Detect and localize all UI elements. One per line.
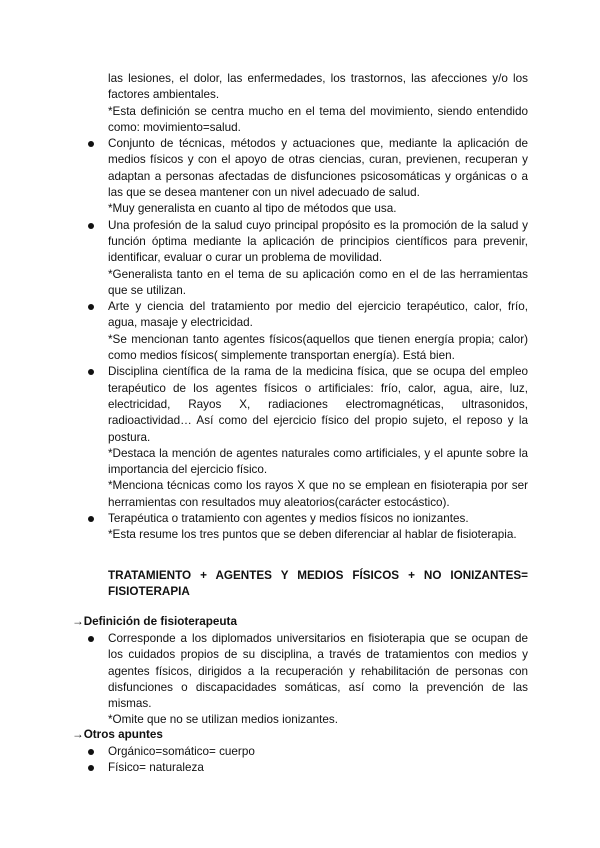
definition-note: *Menciona técnicas como los rayos X que no se emplean en fisioterapia por ser herramientas con resultados muy aleatorios(carácter estocástico). [108,479,528,509]
definition-text: Conjunto de técnicas, métodos y actuaciones que, mediante la aplicación de medios físicos y con el apoyo de otras ciencias, curan, previenen, recuperan y adaptan a personas afectadas de disfunciones psicosomáticas y orgánicas o a las que se desea mantener con un nivel adecuado de salud. [108,137,528,200]
definition-text: Una profesión de la salud cuyo principal propósito es la promoción de la salud y función óptima mediante la aplicación de principios científicos para prevenir, identificar, evaluar o curar un problema de movilidad. [108,218,528,265]
definition-item [108,218,528,299]
definition-item [108,631,528,729]
otros-section [108,744,528,777]
list-item-text: Orgánico=somático= cuerpo [108,745,255,758]
fisioterapeuta-section [108,631,528,729]
bullet-icon [88,369,94,375]
bullet-icon [88,636,94,642]
summary-formula: TRATAMIENTO + AGENTES Y MEDIOS FÍSICOS + NO IONIZANTES= FISIOTERAPIA [108,569,528,599]
bullet-icon [88,765,94,771]
list-item-text: Físico= naturaleza [108,761,204,775]
definition-note: *Generalista tanto en el tema de su aplicación como en el de las herramientas que se utilizan. [108,267,528,297]
bullet-icon [88,516,94,522]
bullet-icon [88,749,94,755]
definition-text: Terapéutica o tratamiento con agentes y medios físicos no ionizantes. [108,512,469,526]
section-heading-fisioterapeuta: →Definición de fisioterapeuta [72,615,237,628]
intro-continuation: las lesiones, el dolor, las enfermedades, los trastornos, las afecciones y/o los factores ambientales. [108,72,528,102]
list-item [108,760,528,776]
definition-item [108,299,528,364]
definition-text: Arte y ciencia del tratamiento por medio del ejercicio terapéutico, calor, frío, agua, masaje y electricidad. [108,300,528,330]
definitions-section [108,71,528,544]
bullet-icon [88,141,94,147]
intro-note: *Esta definición se centra mucho en el tema del movimiento, siendo entendido como: movimiento=salud. [108,104,528,134]
bullet-icon [88,304,94,310]
definition-note: *Muy generalista en cuanto al tipo de métodos que usa. [108,202,397,216]
definition-text: Corresponde a los diplomados universitarios en fisioterapia que se ocupan de los cuidados propios de su disciplina, a través de tratamientos con medios y agentes físicos, dirigidos a la recuperación y rehabilitación de personas con disfunciones o discapacidades somáticas, así como la prevención de las mismas. [108,632,528,711]
bullet-icon [88,223,94,229]
section-heading-otros: →Otros apuntes [72,728,163,741]
definition-note: *Destaca la mención de agentes naturales como artificiales, y el apunte sobre la importancia del ejercicio físico. [108,446,528,477]
definition-item [108,136,528,217]
definition-note: *Omite que no se utilizan medios ionizantes. [108,713,338,727]
definition-note: *Esta resume los tres puntos que se deben diferenciar al hablar de fisioterapia. [108,528,517,542]
definition-note: *Se mencionan tanto agentes físicos(aquellos que tienen energía propia; calor) como medios físicos( simplemente transportan energía). Está bien. [108,332,528,363]
list-item [108,744,528,760]
definition-text: Disciplina científica de la rama de la medicina física, que se ocupa del empleo terapéutico de los agentes físicos o artificiales: frío, calor, agua, aire, luz, electricidad, Rayos X, radiaciones electromagnéticas, ultrasonidos, radioactividad… Así como del ejercicio físico del propio sujeto, el reposo y la postura. [108,365,528,444]
definition-item [108,364,528,511]
definition-item [108,511,528,544]
